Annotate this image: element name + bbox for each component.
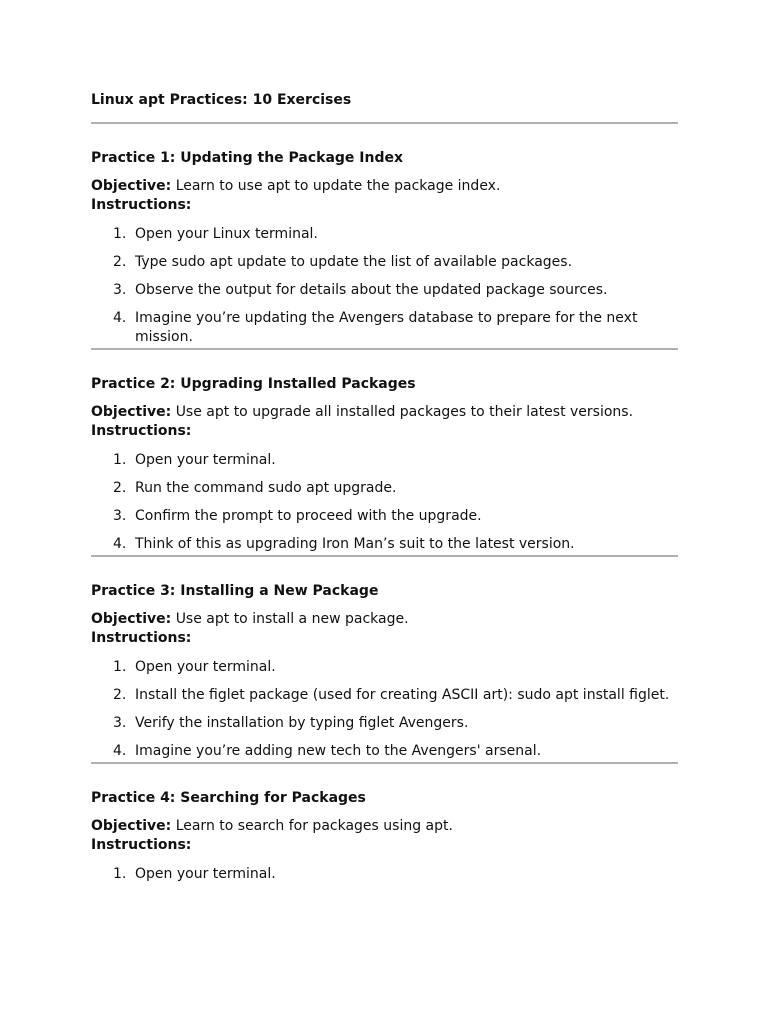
- instructions-label: Instructions:: [91, 837, 192, 853]
- practice-1-title: Practice 1: Updating the Package Index: [91, 150, 404, 166]
- step-text: Open your Linux terminal.: [135, 226, 318, 242]
- practice-2-title: Practice 2: Upgrading Installed Packages: [91, 376, 416, 392]
- list-number: 1.: [113, 659, 127, 675]
- practice-2-objective: [91, 403, 678, 422]
- divider: [91, 762, 678, 764]
- practice-1-objective: [91, 177, 678, 196]
- step-text: Open your terminal.: [135, 866, 276, 882]
- list-number: 3.: [113, 282, 127, 298]
- list-item: [91, 253, 678, 272]
- practice-2-steps: [91, 451, 678, 554]
- instructions-label: Instructions:: [91, 423, 192, 439]
- objective-text: Learn to use apt to update the package index.: [175, 178, 501, 194]
- list-item: [91, 865, 678, 884]
- list-item: [91, 535, 678, 554]
- practice-3-section: [91, 582, 678, 764]
- practice-3-steps: [91, 658, 678, 761]
- step-text: Imagine you’re updating the Avengers database to prepare for the next mission.: [135, 310, 638, 345]
- divider: [91, 122, 678, 124]
- objective-label: Objective:: [91, 404, 172, 420]
- list-item: [91, 309, 678, 347]
- list-number: 2.: [113, 480, 127, 496]
- list-number: 1.: [113, 866, 127, 882]
- list-item: [91, 225, 678, 244]
- practice-1-section: [91, 149, 678, 350]
- list-item: [91, 686, 678, 705]
- list-number: 2.: [113, 687, 127, 703]
- practice-3-objective: [91, 610, 678, 629]
- list-item: [91, 451, 678, 470]
- instructions-label: Instructions:: [91, 197, 192, 213]
- list-item: [91, 658, 678, 677]
- list-number: 4.: [113, 310, 127, 326]
- practice-2-section: [91, 375, 678, 557]
- practice-1-steps: [91, 225, 678, 347]
- step-text: Type sudo apt update to update the list of available packages.: [135, 254, 573, 270]
- objective-text: Learn to search for packages using apt.: [175, 818, 453, 834]
- step-text: Run the command sudo apt upgrade.: [135, 480, 397, 496]
- list-number: 3.: [113, 508, 127, 524]
- list-number: 4.: [113, 536, 127, 552]
- objective-label: Objective:: [91, 818, 172, 834]
- list-number: 3.: [113, 715, 127, 731]
- objective-label: Objective:: [91, 178, 172, 194]
- step-text: Open your terminal.: [135, 452, 276, 468]
- step-text: Confirm the prompt to proceed with the upgrade.: [135, 508, 482, 524]
- step-text: Observe the output for details about the updated package sources.: [135, 282, 608, 298]
- practice-4-steps: [91, 865, 678, 884]
- list-number: 1.: [113, 452, 127, 468]
- objective-label: Objective:: [91, 611, 172, 627]
- step-text: Install the figlet package (used for creating ASCII art): sudo apt install figlet.: [135, 687, 670, 703]
- list-number: 4.: [113, 743, 127, 759]
- list-item: [91, 479, 678, 498]
- objective-text: Use apt to upgrade all installed packages to their latest versions.: [175, 404, 634, 420]
- list-item: [91, 714, 678, 733]
- practice-4-objective: [91, 817, 678, 836]
- step-text: Think of this as upgrading Iron Man’s suit to the latest version.: [135, 536, 575, 552]
- practice-4-title: Practice 4: Searching for Packages: [91, 790, 366, 806]
- practice-4-section: [91, 789, 678, 884]
- list-item: [91, 281, 678, 300]
- step-text: Verify the installation by typing figlet Avengers.: [135, 715, 469, 731]
- list-number: 2.: [113, 254, 127, 270]
- divider: [91, 348, 678, 350]
- objective-text: Use apt to install a new package.: [175, 611, 409, 627]
- instructions-label: Instructions:: [91, 630, 192, 646]
- divider: [91, 555, 678, 557]
- list-number: 1.: [113, 226, 127, 242]
- step-text: Imagine you’re adding new tech to the Avengers' arsenal.: [135, 743, 542, 759]
- document-title: Linux apt Practices: 10 Exercises: [91, 92, 352, 108]
- list-item: [91, 507, 678, 526]
- step-text: Open your terminal.: [135, 659, 276, 675]
- list-item: [91, 742, 678, 761]
- practice-3-title: Practice 3: Installing a New Package: [91, 583, 379, 599]
